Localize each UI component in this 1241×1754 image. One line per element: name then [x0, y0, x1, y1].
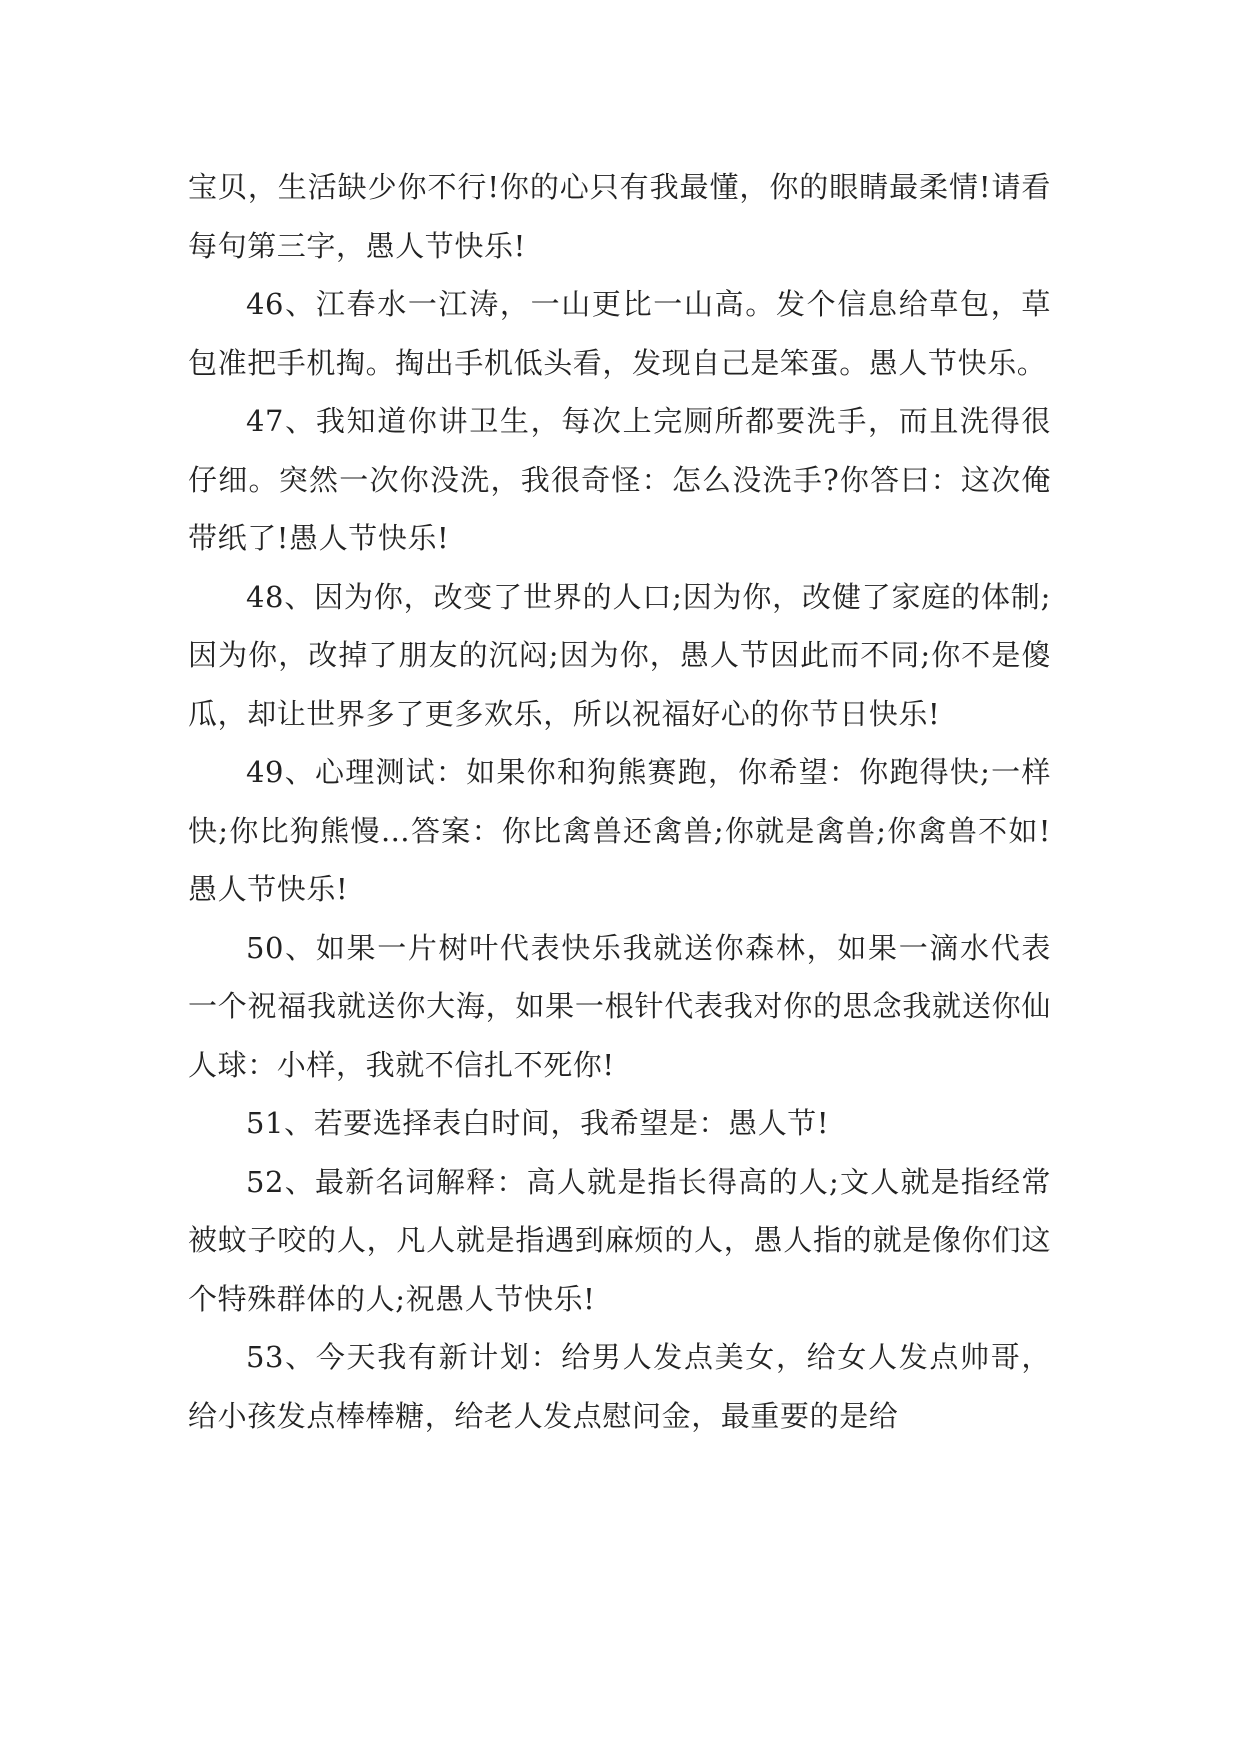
paragraph-51: 51、若要选择表白时间，我希望是：愚人节! — [246, 1106, 830, 1140]
paragraph-52: 52、最新名词解释：高人就是指长得高的人;文人就是指经常被蚊子咬的人，凡人就是指遇到麻烦的人，愚人指的就是像你们这个特殊群体的人;祝愚人节快乐! — [188, 1164, 1051, 1316]
paragraph-50: 50、如果一片树叶代表快乐我就送你森林，如果一滴水代表一个祝福我就送你大海，如果一根针代表我对你的思念我就送你仙人球：小样，我就不信扎不死你! — [188, 930, 1051, 1082]
paragraph-46: 46、江春水一江涛，一山更比一山高。发个信息给草包，草包准把手机掏。掏出手机低头看，发现自己是笨蛋。愚人节快乐。 — [188, 287, 1051, 380]
paragraph-48: 48、因为你，改变了世界的人口;因为你，改健了家庭的体制;因为你，改掉了朋友的沉闷;因为你，愚人节因此而不同;你不是傻瓜，却让世界多了更多欢乐，所以祝福好心的你节日快乐! — [188, 579, 1051, 731]
paragraph-continuation: 宝贝，生活缺少你不行!你的心只有我最懂，你的眼睛最柔情!请看每句第三字，愚人节快乐! — [188, 170, 1051, 263]
paragraph-47: 47、我知道你讲卫生，每次上完厕所都要洗手，而且洗得很仔细。突然一次你没洗，我很奇怪：怎么没洗手?你答曰：这次俺带纸了!愚人节快乐! — [188, 404, 1051, 555]
paragraph-49: 49、心理测试：如果你和狗熊赛跑，你希望：你跑得快;一样快;你比狗熊慢…答案：你比禽兽还禽兽;你就是禽兽;你禽兽不如!愚人节快乐! — [188, 755, 1051, 906]
paragraph-53: 53、今天我有新计划：给男人发点美女，给女人发点帅哥，给小孩发点棒棒糖，给老人发点慰问金，最重要的是给 — [188, 1340, 1051, 1433]
document-body — [188, 158, 1051, 1445]
